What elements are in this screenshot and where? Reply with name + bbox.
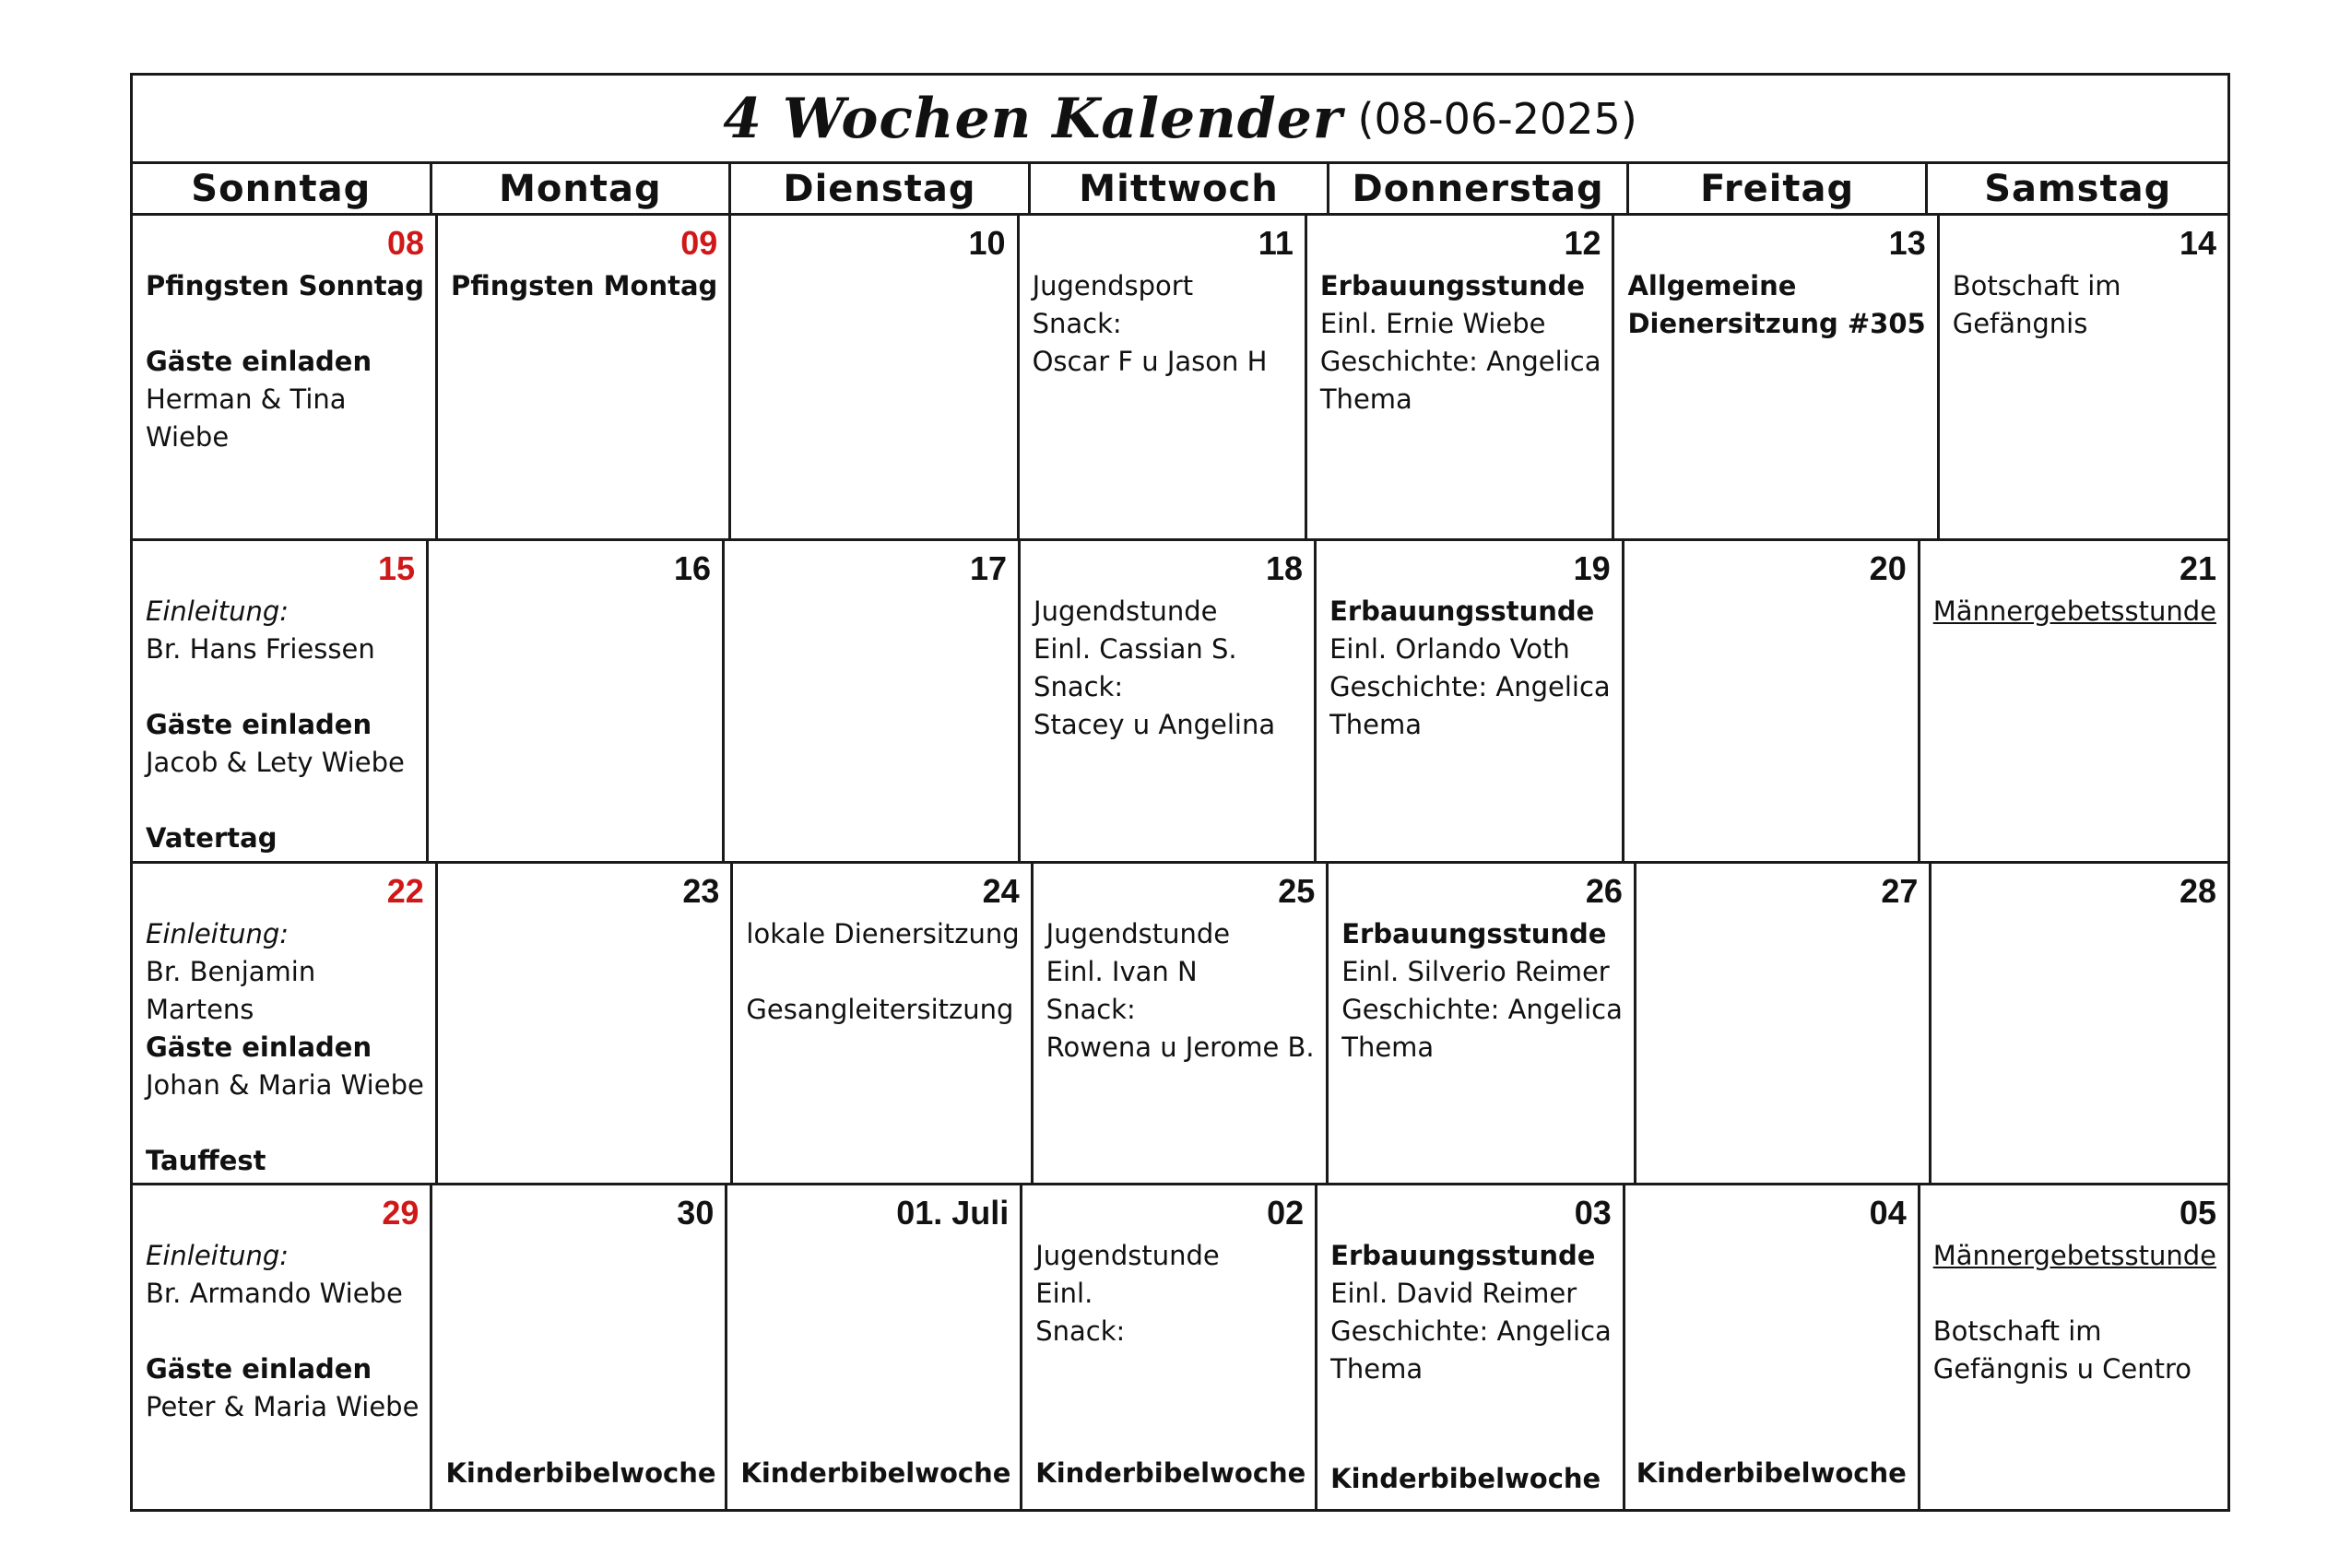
day-number: 22	[386, 872, 424, 910]
event-text: Johan & Maria Wiebe	[146, 1069, 424, 1101]
day-cell	[1932, 864, 2227, 1185]
day-number: 21	[2179, 549, 2216, 587]
event-text: Geschichte: Angelica	[1341, 994, 1623, 1025]
event-text: Herman & Tina	[146, 383, 347, 415]
event-text: Jugendstunde	[1034, 595, 1218, 627]
spacer	[1933, 1275, 2216, 1313]
event-text: Einl. Orlando Voth	[1329, 633, 1570, 665]
day-cell	[1940, 216, 2227, 541]
weekday-friday: Freitag	[1629, 164, 1929, 216]
event-text: Allgemeine	[1627, 270, 1797, 301]
weekday-tuesday: Dienstag	[731, 164, 1031, 216]
day-number: 17	[970, 549, 1008, 587]
spacer	[146, 668, 415, 706]
weekday-sunday: Sonntag	[133, 164, 432, 216]
day-number: 28	[2179, 872, 2216, 910]
event-text: Gäste einladen	[146, 346, 372, 377]
spacer	[746, 953, 1019, 991]
event-text: Dienersitzung #305	[1627, 308, 1926, 339]
event-text: Snack:	[1035, 1315, 1126, 1347]
day-cell	[727, 1185, 1022, 1509]
day-cell	[1614, 216, 1939, 541]
day-cell	[731, 216, 1019, 541]
event-text: Männergebetsstunde	[1932, 595, 2216, 627]
week-row	[133, 216, 2227, 541]
week-row	[133, 864, 2227, 1185]
day-number: 08	[386, 224, 424, 262]
week-row	[133, 541, 2227, 864]
event-text: Botschaft im	[1932, 1315, 2102, 1347]
day-cell	[1920, 1185, 2227, 1509]
weekday-header	[133, 164, 2227, 216]
event-text: Martens	[146, 994, 254, 1025]
event-text: Gesangleitersitzung	[746, 994, 1014, 1025]
event-text: Snack:	[1046, 994, 1136, 1025]
week-row	[133, 1185, 2227, 1509]
event-text: Erbauungsstunde	[1330, 1240, 1596, 1271]
event-text: Gäste einladen	[146, 1353, 372, 1385]
day-number: 02	[1267, 1194, 1305, 1232]
event-text: Br. Hans Friessen	[146, 633, 375, 665]
day-cell	[1317, 541, 1624, 864]
event-text: Thema	[1329, 709, 1423, 740]
event-text: Botschaft im	[1952, 270, 2121, 301]
day-cell	[133, 864, 438, 1185]
event-text: Snack:	[1034, 671, 1124, 702]
event-text: Geschichte: Angelica	[1319, 346, 1601, 377]
day-number: 13	[1888, 224, 1926, 262]
event-text: Einleitung:	[146, 918, 289, 949]
day-number: 18	[1266, 549, 1304, 587]
day-number: 29	[382, 1194, 419, 1232]
event-text: Einl. Cassian S.	[1034, 633, 1237, 665]
event-text: Jacob & Lety Wiebe	[146, 747, 405, 778]
day-number: 24	[982, 872, 1020, 910]
event-text: Geschichte: Angelica	[1330, 1315, 1612, 1347]
spacer	[146, 1104, 424, 1142]
day-number: 09	[680, 224, 718, 262]
day-number: 25	[1278, 872, 1316, 910]
event-text: Peter & Maria Wiebe	[146, 1391, 419, 1422]
event-text: Gäste einladen	[146, 1032, 372, 1063]
event-text: Einl. Ivan N	[1046, 956, 1198, 987]
event-text: Gefängnis u Centro	[1932, 1353, 2192, 1385]
event-text: Kinderbibelwoche	[445, 1457, 716, 1489]
event-text: Männergebetsstunde	[1932, 1240, 2216, 1271]
event-text: Snack:	[1032, 308, 1122, 339]
event-text: Kinderbibelwoche	[1035, 1457, 1306, 1489]
event-text: Vatertag	[146, 822, 278, 854]
day-number: 20	[1869, 549, 1907, 587]
event-text: Tauffest	[146, 1145, 266, 1176]
calendar-title	[133, 76, 2227, 164]
day-number: 30	[677, 1194, 715, 1232]
spacer	[146, 782, 415, 819]
event-text: Kinderbibelwoche	[1636, 1457, 1907, 1489]
day-cell	[1307, 216, 1615, 541]
day-number: 27	[1881, 872, 1919, 910]
event-text: Kinderbibelwoche	[740, 1457, 1011, 1489]
day-cell	[733, 864, 1033, 1185]
event-text: Thema	[1341, 1032, 1435, 1063]
day-cell	[1034, 864, 1329, 1185]
day-cell	[725, 541, 1021, 864]
event-text: Einleitung:	[146, 595, 289, 627]
day-cell	[1624, 541, 1920, 864]
day-cell	[438, 216, 731, 541]
event-text: Erbauungsstunde	[1329, 595, 1595, 627]
event-text: Wiebe	[146, 421, 230, 453]
event-text: Gäste einladen	[146, 709, 372, 740]
event-text: Geschichte: Angelica	[1329, 671, 1611, 702]
weekday-wednesday: Mittwoch	[1031, 164, 1330, 216]
day-cell	[429, 541, 725, 864]
day-number: 10	[968, 224, 1006, 262]
day-number: 03	[1574, 1194, 1612, 1232]
day-cell	[133, 216, 438, 541]
event-text: Einl. David Reimer	[1330, 1278, 1577, 1309]
title-text: 4 Wochen Kalender	[723, 86, 1343, 151]
event-text: Kinderbibelwoche	[1330, 1463, 1601, 1494]
event-text: lokale Dienersitzung	[746, 918, 1020, 949]
event-text: Jugendsport	[1032, 270, 1194, 301]
spacer	[146, 305, 424, 343]
event-text: Stacey u Angelina	[1034, 709, 1276, 740]
day-cell	[1636, 864, 1932, 1185]
day-cell	[133, 1185, 432, 1509]
day-cell	[1022, 1185, 1317, 1509]
event-text: Pfingsten Montag	[450, 270, 718, 301]
day-number: 19	[1573, 549, 1611, 587]
event-text: Einl. Ernie Wiebe	[1319, 308, 1546, 339]
day-cell	[1021, 541, 1317, 864]
day-number: 16	[673, 549, 712, 587]
event-text: Erbauungsstunde	[1341, 918, 1607, 949]
weekday-monday: Montag	[432, 164, 732, 216]
event-text: Rowena u Jerome B.	[1046, 1032, 1315, 1063]
day-cell	[438, 864, 734, 1185]
event-text: Einl.	[1035, 1278, 1093, 1309]
day-number: 04	[1869, 1194, 1907, 1232]
day-number: 14	[2179, 224, 2216, 262]
day-number: 23	[682, 872, 720, 910]
calendar	[130, 73, 2230, 1512]
event-text: Einleitung:	[146, 1240, 289, 1271]
day-number: 26	[1585, 872, 1623, 910]
event-text: Erbauungsstunde	[1319, 270, 1586, 301]
day-number: 11	[1258, 224, 1294, 262]
event-text: Oscar F u Jason H	[1032, 346, 1268, 377]
day-cell	[133, 541, 429, 864]
day-cell	[1920, 541, 2227, 864]
day-cell	[1317, 1185, 1625, 1509]
day-number: 01. Juli	[896, 1194, 1010, 1232]
event-text: Gefängnis	[1952, 308, 2088, 339]
event-text: Einl. Silverio Reimer	[1341, 956, 1610, 987]
title-date: (08-06-2025)	[1357, 93, 1637, 144]
day-cell	[1625, 1185, 1920, 1509]
weekday-thursday: Donnerstag	[1329, 164, 1629, 216]
day-number: 05	[2179, 1194, 2216, 1232]
weekday-saturday: Samstag	[1928, 164, 2227, 216]
event-text: Thema	[1330, 1353, 1424, 1385]
event-text: Pfingsten Sonntag	[146, 270, 424, 301]
day-cell	[432, 1185, 727, 1509]
day-number: 15	[377, 549, 416, 587]
day-number: 12	[1564, 224, 1601, 262]
event-text: Jugendstunde	[1046, 918, 1231, 949]
day-cell	[1329, 864, 1636, 1185]
event-text: Thema	[1319, 383, 1412, 415]
event-text: Br. Benjamin	[146, 956, 316, 987]
spacer	[146, 1313, 419, 1350]
event-text: Br. Armando Wiebe	[146, 1278, 403, 1309]
day-cell	[1020, 216, 1307, 541]
event-text: Jugendstunde	[1035, 1240, 1220, 1271]
